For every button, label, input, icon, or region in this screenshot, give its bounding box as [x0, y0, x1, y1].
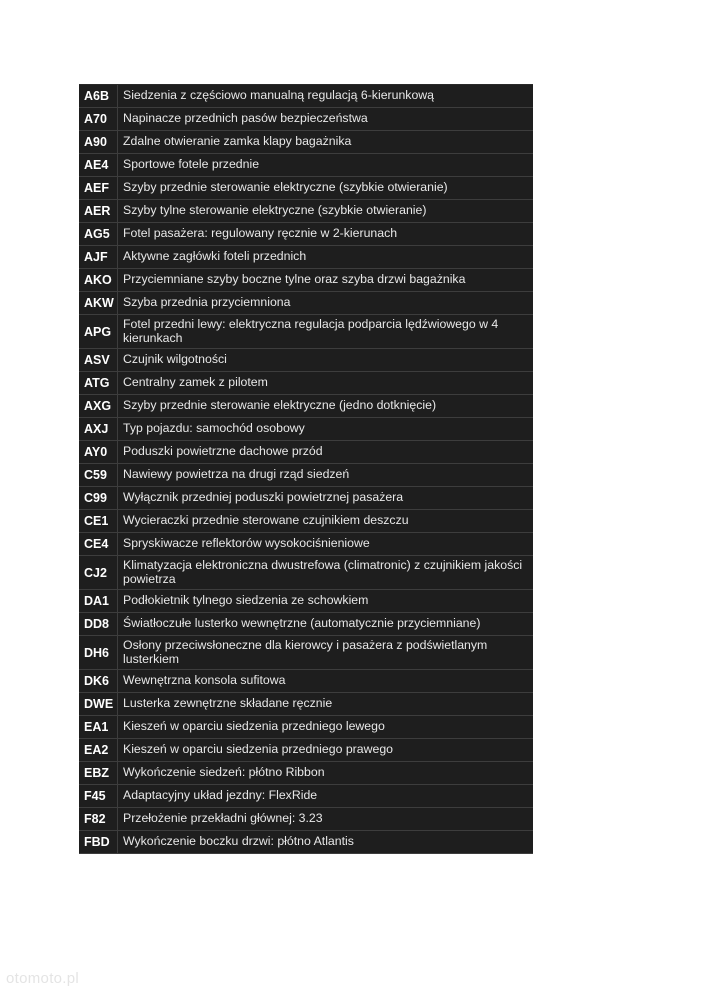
table-row	[79, 613, 533, 636]
option-code: AJF	[79, 246, 118, 268]
option-code: AER	[79, 200, 118, 222]
watermark: otomoto.pl	[6, 970, 80, 987]
option-code: EA1	[79, 716, 118, 738]
option-code: DA1	[79, 590, 118, 612]
option-code: ATG	[79, 372, 118, 394]
option-code: C99	[79, 487, 118, 509]
option-description: Siedzenia z częściowo manualną regulacją 6-kierunkową	[123, 88, 435, 103]
table-row	[79, 636, 533, 670]
option-description: Adaptacyjny układ jezdny: FlexRide	[123, 788, 318, 803]
table-row	[79, 418, 533, 441]
option-code: CJ2	[79, 556, 118, 589]
table-row	[79, 590, 533, 613]
option-description: Nawiewy powietrza na drugi rząd siedzeń	[123, 467, 350, 482]
option-code: AKO	[79, 269, 118, 291]
option-code: A6B	[79, 85, 118, 107]
option-description: Wykończenie siedzeń: płótno Ribbon	[123, 765, 325, 780]
option-description: Wyłącznik przedniej poduszki powietrznej pasażera	[123, 490, 404, 505]
option-description: Fotel przedni lewy: elektryczna regulacja podparcia lędźwiowego w 4 kierunkach	[123, 317, 499, 345]
option-code: AXJ	[79, 418, 118, 440]
option-code: C59	[79, 464, 118, 486]
option-description: Wycieraczki przednie sterowane czujnikiem deszczu	[123, 513, 409, 528]
option-description: Typ pojazdu: samochód osobowy	[123, 421, 305, 436]
option-description: Podłokietnik tylnego siedzenia ze schowkiem	[123, 593, 369, 608]
table-row	[79, 292, 533, 315]
table-row	[79, 315, 533, 349]
option-code: DD8	[79, 613, 118, 635]
option-description: Poduszki powietrzne dachowe przód	[123, 444, 323, 459]
option-description: Światłoczułe lusterko wewnętrzne (automatycznie przyciemniane)	[123, 616, 481, 631]
option-code: DH6	[79, 636, 118, 669]
option-code: F82	[79, 808, 118, 830]
option-description: Przełożenie przekładni głównej: 3.23	[123, 811, 323, 826]
option-description: Klimatyzacja elektroniczna dwustrefowa (climatronic) z czujnikiem jakości powietrza	[123, 558, 523, 586]
option-code: AXG	[79, 395, 118, 417]
option-description: Fotel pasażera: regulowany ręcznie w 2-kierunach	[123, 226, 398, 241]
option-code: AE4	[79, 154, 118, 176]
option-description: Spryskiwacze reflektorów wysokociśnieniowe	[123, 536, 370, 551]
table-row	[79, 349, 533, 372]
option-description: Szyby przednie sterowanie elektryczne (jedno dotknięcie)	[123, 398, 437, 413]
option-description: Sportowe fotele przednie	[123, 157, 260, 172]
option-description: Zdalne otwieranie zamka klapy bagażnika	[123, 134, 352, 149]
table-row	[79, 85, 533, 108]
option-code: A70	[79, 108, 118, 130]
table-row	[79, 670, 533, 693]
table-row	[79, 154, 533, 177]
table-row	[79, 533, 533, 556]
option-code: AKW	[79, 292, 118, 314]
option-description: Osłony przeciwsłoneczne dla kierowcy i pasażera z podświetlanym lusterkiem	[123, 638, 488, 666]
table-row	[79, 693, 533, 716]
option-code: AEF	[79, 177, 118, 199]
option-description: Wykończenie boczku drzwi: płótno Atlantis	[123, 834, 354, 849]
table-row	[79, 808, 533, 831]
table-row	[79, 510, 533, 533]
option-code: DWE	[79, 693, 118, 715]
table-row	[79, 108, 533, 131]
option-description: Kieszeń w oparciu siedzenia przedniego prawego	[123, 742, 394, 757]
option-description: Lusterka zewnętrzne składane ręcznie	[123, 696, 333, 711]
option-description: Aktywne zagłówki foteli przednich	[123, 249, 307, 264]
option-code: A90	[79, 131, 118, 153]
option-description: Przyciemniane szyby boczne tylne oraz szyba drzwi bagażnika	[123, 272, 466, 287]
table-row	[79, 177, 533, 200]
option-code: DK6	[79, 670, 118, 692]
option-code: F45	[79, 785, 118, 807]
option-description: Kieszeń w oparciu siedzenia przedniego lewego	[123, 719, 385, 734]
option-code: EBZ	[79, 762, 118, 784]
option-code: CE4	[79, 533, 118, 555]
option-description: Wewnętrzna konsola sufitowa	[123, 673, 286, 688]
option-code: CE1	[79, 510, 118, 532]
option-description: Szyba przednia przyciemniona	[123, 295, 291, 310]
option-code: EA2	[79, 739, 118, 761]
table-row	[79, 556, 533, 590]
option-code: APG	[79, 315, 118, 348]
option-code: AG5	[79, 223, 118, 245]
table-row	[79, 246, 533, 269]
table-row	[79, 831, 533, 854]
table-row	[79, 464, 533, 487]
table-row	[79, 762, 533, 785]
table-row	[79, 441, 533, 464]
option-description: Napinacze przednich pasów bezpieczeństwa	[123, 111, 368, 126]
option-description: Szyby przednie sterowanie elektryczne (szybkie otwieranie)	[123, 180, 448, 195]
option-code: ASV	[79, 349, 118, 371]
option-description: Czujnik wilgotności	[123, 352, 227, 367]
table-row	[79, 269, 533, 292]
table-row	[79, 395, 533, 418]
option-description: Szyby tylne sterowanie elektryczne (szybkie otwieranie)	[123, 203, 427, 218]
table-row	[79, 487, 533, 510]
table-row	[79, 716, 533, 739]
table-row	[79, 223, 533, 246]
table-row	[79, 739, 533, 762]
table-row	[79, 131, 533, 154]
option-description: Centralny zamek z pilotem	[123, 375, 268, 390]
table-row	[79, 372, 533, 395]
table-row	[79, 200, 533, 223]
option-code: AY0	[79, 441, 118, 463]
option-code: FBD	[79, 831, 118, 853]
table-row	[79, 785, 533, 808]
equipment-table	[79, 84, 533, 854]
